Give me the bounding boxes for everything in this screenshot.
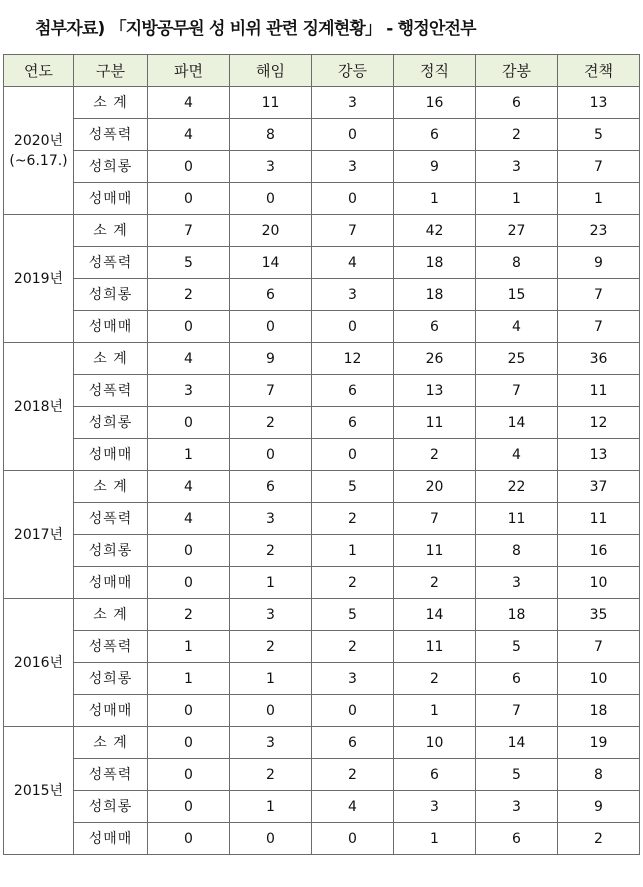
value-cell: 6: [312, 727, 394, 759]
value-cell: 7: [558, 311, 640, 343]
year-label: 2017년: [13, 526, 64, 543]
value-cell: 0: [148, 407, 230, 439]
value-cell: 5: [312, 599, 394, 631]
category-cell: 성폭력: [74, 247, 148, 279]
category-cell: 성희롱: [74, 535, 148, 567]
category-cell: 성매매: [74, 183, 148, 215]
value-cell: 3: [476, 567, 558, 599]
value-cell: 0: [148, 823, 230, 855]
value-cell: 5: [148, 247, 230, 279]
value-cell: 2: [394, 439, 476, 471]
value-cell: 27: [476, 215, 558, 247]
table-row: [4, 151, 640, 183]
table-row: [4, 183, 640, 215]
table-row: [4, 87, 640, 119]
year-cell: [4, 87, 74, 215]
value-cell: 7: [558, 151, 640, 183]
table-row: [4, 791, 640, 823]
value-cell: 14: [476, 407, 558, 439]
value-cell: 6: [476, 87, 558, 119]
year-label: 2018년: [13, 398, 64, 415]
value-cell: 3: [230, 599, 312, 631]
table-row: [4, 407, 640, 439]
value-cell: 2: [394, 663, 476, 695]
value-cell: 6: [312, 375, 394, 407]
value-cell: 0: [148, 791, 230, 823]
value-cell: 18: [558, 695, 640, 727]
value-cell: 4: [312, 247, 394, 279]
table-row: [4, 567, 640, 599]
value-cell: 0: [312, 311, 394, 343]
value-cell: 14: [476, 727, 558, 759]
value-cell: 20: [230, 215, 312, 247]
table-row: [4, 663, 640, 695]
value-cell: 37: [558, 471, 640, 503]
table-row: [4, 599, 640, 631]
year-label: 2016년: [13, 654, 64, 671]
year-cell: [4, 471, 74, 599]
value-cell: 7: [558, 631, 640, 663]
value-cell: 6: [394, 759, 476, 791]
value-cell: 0: [148, 311, 230, 343]
value-cell: 2: [312, 503, 394, 535]
category-cell: 소 계: [74, 471, 148, 503]
value-cell: 14: [394, 599, 476, 631]
value-cell: 3: [394, 791, 476, 823]
value-cell: 16: [394, 87, 476, 119]
header-row: [4, 55, 640, 87]
value-cell: 9: [394, 151, 476, 183]
value-cell: 12: [312, 343, 394, 375]
value-cell: 3: [312, 663, 394, 695]
document-title: 첨부자료) 「지방공무원 성 비위 관련 징계현황」 - 행정안전부: [35, 19, 476, 39]
value-cell: 11: [230, 87, 312, 119]
value-cell: 8: [476, 247, 558, 279]
table-row: [4, 215, 640, 247]
value-cell: 0: [148, 535, 230, 567]
header-reprimand: 견책: [558, 55, 640, 87]
value-cell: 0: [312, 119, 394, 151]
table-row: [4, 343, 640, 375]
value-cell: 4: [476, 439, 558, 471]
value-cell: 12: [558, 407, 640, 439]
value-cell: 11: [394, 407, 476, 439]
value-cell: 10: [394, 727, 476, 759]
table-row: [4, 695, 640, 727]
value-cell: 4: [148, 343, 230, 375]
value-cell: 6: [312, 407, 394, 439]
value-cell: 1: [394, 695, 476, 727]
value-cell: 0: [148, 567, 230, 599]
value-cell: 15: [476, 279, 558, 311]
value-cell: 13: [558, 87, 640, 119]
category-cell: 성매매: [74, 439, 148, 471]
value-cell: 8: [230, 119, 312, 151]
value-cell: 2: [312, 631, 394, 663]
category-cell: 성희롱: [74, 663, 148, 695]
value-cell: 7: [476, 695, 558, 727]
value-cell: 7: [394, 503, 476, 535]
value-cell: 5: [558, 119, 640, 151]
table-row: [4, 823, 640, 855]
value-cell: 3: [230, 727, 312, 759]
value-cell: 6: [476, 823, 558, 855]
value-cell: 2: [312, 567, 394, 599]
value-cell: 6: [476, 663, 558, 695]
value-cell: 7: [148, 215, 230, 247]
value-cell: 1: [148, 631, 230, 663]
value-cell: 4: [476, 311, 558, 343]
value-cell: 1: [394, 823, 476, 855]
category-cell: 소 계: [74, 727, 148, 759]
value-cell: 5: [476, 759, 558, 791]
value-cell: 0: [148, 183, 230, 215]
value-cell: 3: [476, 791, 558, 823]
value-cell: 0: [230, 823, 312, 855]
value-cell: 19: [558, 727, 640, 759]
value-cell: 7: [312, 215, 394, 247]
value-cell: 1: [230, 791, 312, 823]
value-cell: 2: [558, 823, 640, 855]
category-cell: 성매매: [74, 695, 148, 727]
category-cell: 소 계: [74, 343, 148, 375]
value-cell: 1: [394, 183, 476, 215]
value-cell: 5: [476, 631, 558, 663]
year-cell: [4, 727, 74, 855]
value-cell: 25: [476, 343, 558, 375]
value-cell: 9: [558, 247, 640, 279]
category-cell: 성희롱: [74, 407, 148, 439]
discipline-table: [3, 54, 640, 855]
value-cell: 1: [230, 567, 312, 599]
category-cell: 성폭력: [74, 119, 148, 151]
value-cell: 1: [476, 183, 558, 215]
category-cell: 소 계: [74, 87, 148, 119]
table-row: [4, 279, 640, 311]
value-cell: 35: [558, 599, 640, 631]
value-cell: 11: [476, 503, 558, 535]
header-suspension: 정직: [394, 55, 476, 87]
category-cell: 성매매: [74, 567, 148, 599]
value-cell: 0: [148, 727, 230, 759]
value-cell: 0: [230, 439, 312, 471]
value-cell: 1: [558, 183, 640, 215]
category-cell: 성매매: [74, 823, 148, 855]
value-cell: 11: [394, 631, 476, 663]
value-cell: 0: [312, 439, 394, 471]
table-row: [4, 471, 640, 503]
value-cell: 10: [558, 663, 640, 695]
year-cell: [4, 215, 74, 343]
value-cell: 3: [230, 151, 312, 183]
category-cell: 소 계: [74, 215, 148, 247]
header-discharge: 해임: [230, 55, 312, 87]
value-cell: 2: [148, 599, 230, 631]
value-cell: 4: [148, 471, 230, 503]
value-cell: 3: [148, 375, 230, 407]
value-cell: 4: [148, 119, 230, 151]
table-row: [4, 439, 640, 471]
value-cell: 7: [476, 375, 558, 407]
value-cell: 0: [148, 695, 230, 727]
value-cell: 3: [476, 151, 558, 183]
value-cell: 14: [230, 247, 312, 279]
header-category: 구분: [74, 55, 148, 87]
value-cell: 18: [476, 599, 558, 631]
table-row: [4, 311, 640, 343]
value-cell: 10: [558, 567, 640, 599]
value-cell: 2: [230, 407, 312, 439]
table-row: [4, 727, 640, 759]
value-cell: 36: [558, 343, 640, 375]
value-cell: 6: [394, 311, 476, 343]
category-cell: 성희롱: [74, 151, 148, 183]
value-cell: 1: [312, 535, 394, 567]
value-cell: 0: [230, 311, 312, 343]
value-cell: 0: [148, 151, 230, 183]
value-cell: 13: [394, 375, 476, 407]
header-demotion: 강등: [312, 55, 394, 87]
table-body: [4, 87, 640, 855]
value-cell: 2: [230, 631, 312, 663]
value-cell: 2: [230, 535, 312, 567]
value-cell: 4: [148, 87, 230, 119]
value-cell: 11: [394, 535, 476, 567]
value-cell: 5: [312, 471, 394, 503]
value-cell: 20: [394, 471, 476, 503]
year-cell: [4, 343, 74, 471]
table-row: [4, 375, 640, 407]
value-cell: 1: [230, 663, 312, 695]
value-cell: 4: [148, 503, 230, 535]
value-cell: 1: [148, 663, 230, 695]
value-cell: 3: [312, 151, 394, 183]
table-row: [4, 631, 640, 663]
year-label: 2015년: [13, 782, 64, 799]
value-cell: 23: [558, 215, 640, 247]
value-cell: 26: [394, 343, 476, 375]
table-row: [4, 247, 640, 279]
value-cell: 9: [230, 343, 312, 375]
value-cell: 7: [558, 279, 640, 311]
value-cell: 16: [558, 535, 640, 567]
value-cell: 6: [394, 119, 476, 151]
value-cell: 4: [312, 791, 394, 823]
value-cell: 6: [230, 471, 312, 503]
value-cell: 22: [476, 471, 558, 503]
value-cell: 2: [476, 119, 558, 151]
year-label: 2020년: [13, 132, 64, 149]
value-cell: 2: [394, 567, 476, 599]
value-cell: 0: [230, 183, 312, 215]
category-cell: 소 계: [74, 599, 148, 631]
value-cell: 0: [312, 695, 394, 727]
value-cell: 8: [476, 535, 558, 567]
year-label: 2019년: [13, 270, 64, 287]
value-cell: 6: [230, 279, 312, 311]
value-cell: 13: [558, 439, 640, 471]
value-cell: 2: [230, 759, 312, 791]
category-cell: 성폭력: [74, 631, 148, 663]
category-cell: 성매매: [74, 311, 148, 343]
value-cell: 11: [558, 503, 640, 535]
value-cell: 3: [230, 503, 312, 535]
header-year: 연도: [4, 55, 74, 87]
value-cell: 9: [558, 791, 640, 823]
value-cell: 18: [394, 279, 476, 311]
value-cell: 18: [394, 247, 476, 279]
value-cell: 7: [230, 375, 312, 407]
category-cell: 성폭력: [74, 503, 148, 535]
value-cell: 8: [558, 759, 640, 791]
table-row: [4, 503, 640, 535]
value-cell: 2: [312, 759, 394, 791]
value-cell: 3: [312, 87, 394, 119]
value-cell: 1: [148, 439, 230, 471]
table-row: [4, 535, 640, 567]
value-cell: 3: [312, 279, 394, 311]
value-cell: 0: [312, 823, 394, 855]
table-row: [4, 119, 640, 151]
value-cell: 11: [558, 375, 640, 407]
header-dismissal: 파면: [148, 55, 230, 87]
value-cell: 42: [394, 215, 476, 247]
category-cell: 성폭력: [74, 375, 148, 407]
value-cell: 0: [230, 695, 312, 727]
value-cell: 0: [312, 183, 394, 215]
category-cell: 성희롱: [74, 791, 148, 823]
table-row: [4, 759, 640, 791]
year-cell: [4, 599, 74, 727]
value-cell: 2: [148, 279, 230, 311]
year-note: (~6.17.): [9, 152, 68, 169]
value-cell: 0: [148, 759, 230, 791]
category-cell: 성희롱: [74, 279, 148, 311]
category-cell: 성폭력: [74, 759, 148, 791]
header-pay-cut: 감봉: [476, 55, 558, 87]
